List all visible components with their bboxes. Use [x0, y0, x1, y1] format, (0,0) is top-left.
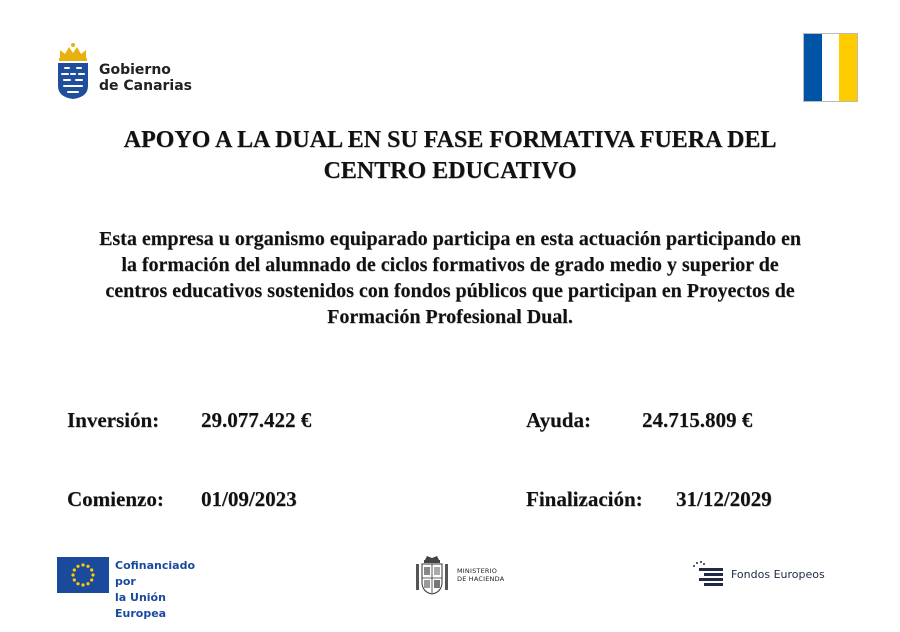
flag-stripe-yellow [839, 34, 857, 101]
ministry-line1: MINISTERIO [457, 567, 498, 575]
body-line1: Esta empresa u organismo equiparado participa en esta actuación participando en [99, 228, 801, 250]
finalizacion-value: 31/12/2029 [676, 487, 772, 511]
ayuda-label: Ayuda: [526, 408, 591, 432]
eu-line2: la Unión Europea [115, 591, 167, 620]
ministry-line2: DE HACIENDA [457, 575, 505, 583]
org-line1: Gobierno [99, 62, 171, 78]
canary-islands-flag [803, 33, 858, 102]
gobierno-canarias-wordmark [99, 62, 192, 94]
body-line2: la formación del alumnado de ciclos formativos de grado medio y superior de [121, 254, 779, 276]
fondos-europeos-text: Fondos Europeos [731, 568, 825, 581]
comienzo-label: Comienzo: [67, 487, 164, 511]
comienzo-value: 01/09/2023 [201, 487, 297, 511]
fondos-europeos-icon [690, 560, 728, 588]
body-line4: Formación Profesional Dual. [327, 306, 573, 328]
ayuda-value: 24.715.809 € [642, 408, 753, 432]
body-line3: centros educativos sostenidos con fondos públicos que participan en Proyectos de [105, 280, 795, 302]
eu-cofinanced-logo [57, 557, 212, 620]
spain-coat-of-arms-icon [413, 554, 451, 596]
inversion-label: Inversión: [67, 408, 160, 432]
org-line2: de Canarias [99, 78, 193, 94]
description-paragraph [40, 226, 860, 330]
fondos-europeos-logo [690, 560, 830, 590]
eu-cofinanced-text [115, 558, 212, 622]
title-line2: CENTRO EDUCATIVO [323, 158, 577, 184]
canarias-shield-icon [55, 42, 91, 100]
inversion-value: 29.077.422 € [201, 408, 312, 432]
flag-stripe-white [822, 34, 840, 101]
finalizacion-label: Finalización: [526, 487, 643, 511]
flag-stripe-blue [804, 34, 822, 101]
ministerio-hacienda-logo [413, 554, 533, 596]
title-line1: APOYO A LA DUAL EN SU FASE FORMATIVA FUERA DEL [123, 127, 777, 153]
ministry-name [457, 567, 504, 583]
gobierno-canarias-logo [55, 42, 215, 102]
page-title [60, 125, 840, 187]
eu-flag-icon [57, 557, 109, 593]
eu-line1: Cofinanciado por [115, 559, 196, 588]
